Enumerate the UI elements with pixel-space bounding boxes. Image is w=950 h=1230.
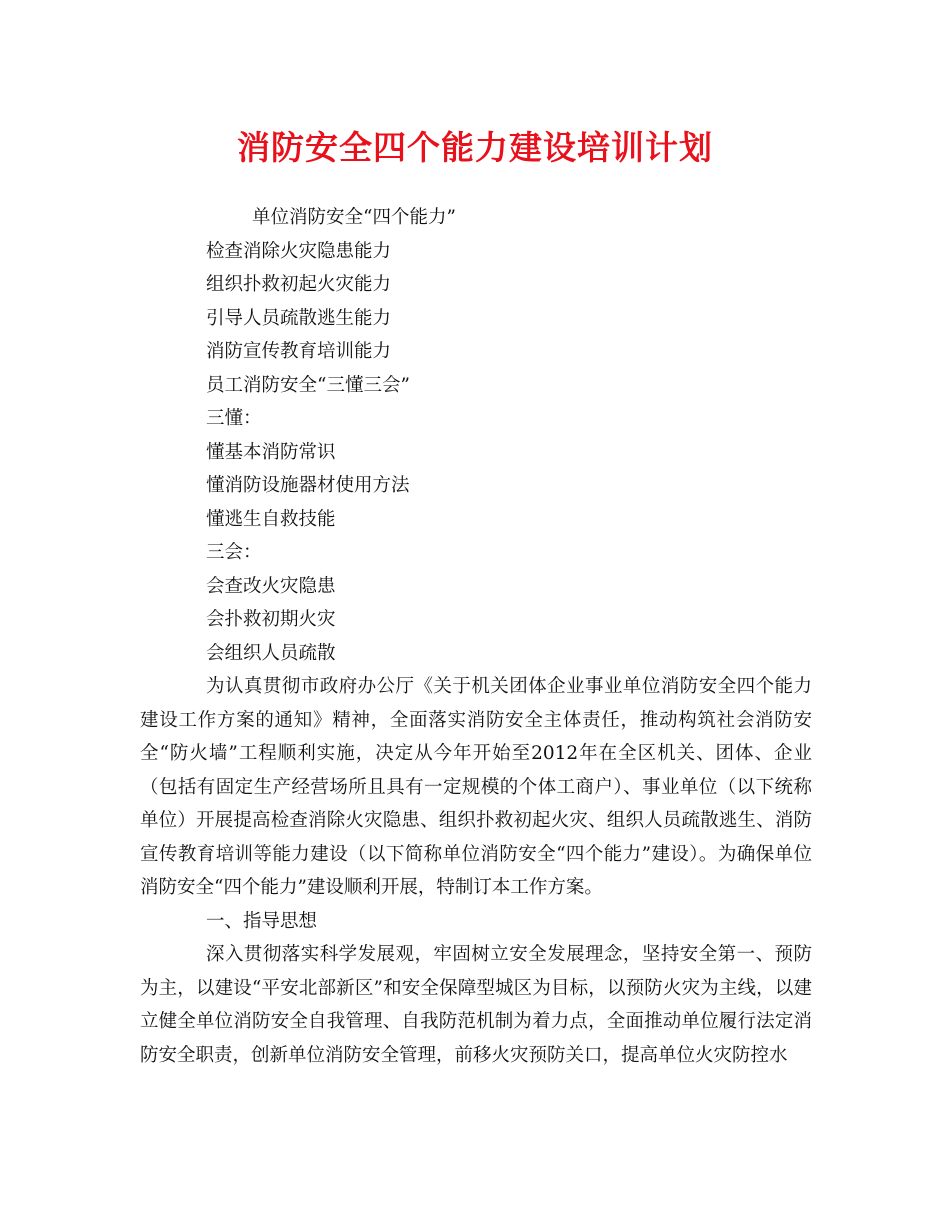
ability-item: 组织扑救初起火灾能力 [206,274,392,295]
ability-item: 检查消除火灾隐患能力 [206,240,392,262]
three-can-item: 会扑救初期火灾 [206,609,336,630]
ability-item: 引导人员疏散逃生能力 [206,307,392,329]
three-can-label: 三会： [206,542,262,563]
three-know-item: 懂消防设施器材使用方法 [206,475,410,496]
document-title: 消防安全四个能力建设培训计划 [237,128,713,167]
section-paragraph: 深入贯彻落实科学发展观，牢固树立安全发展理念，坚持安全第一、预防为主，以建设“平安北部新区”和安全保障型城区为目标，以预防火灾为主线，以建立健全单位消防安全自我管理、自我防范机制为着力点，全面推动单位履行法定消防安全职责，创新单位消防安全管理，前移火灾预防关口，提高单位火灾防控水 [140,944,812,1066]
section-heading: 一、指导思想 [206,910,318,932]
three-can-item: 会组织人员疏散 [206,642,336,664]
intro-paragraph: 为认真贯彻市政府办公厅《关于机关团体企业事业单位消防安全四个能力建设工作方案的通知》精神，全面落实消防安全主体责任，推动构筑社会消防安全“防火墙”工程顺利实施，决定从今年开始至2012年在全区机关、团体、企业（包括有固定生产经营场所且具有一定规模的个体工商户）、事业单位（以下统称单位）开展提高检查消除火灾隐患、组织扑救初起火灾、组织人员疏散逃生、消防宣传教育培训等能力建设（以下简称单位消防安全“四个能力”建设）。为确保单位消防安全“四个能力”建设顺利开展，特制订本工作方案。 [140,676,812,898]
three-know-three-can-heading: 员工消防安全“三懂三会” [206,374,410,396]
document-body [140,201,812,1072]
four-abilities-heading: 单位消防安全“四个能力” [252,207,456,228]
three-know-item: 懂逃生自救技能 [206,508,336,530]
ability-item: 消防宣传教育培训能力 [206,341,392,362]
three-know-label: 三懂： [206,408,262,429]
three-know-item: 懂基本消防常识 [206,441,336,463]
three-can-item: 会查改火灾隐患 [206,575,336,597]
